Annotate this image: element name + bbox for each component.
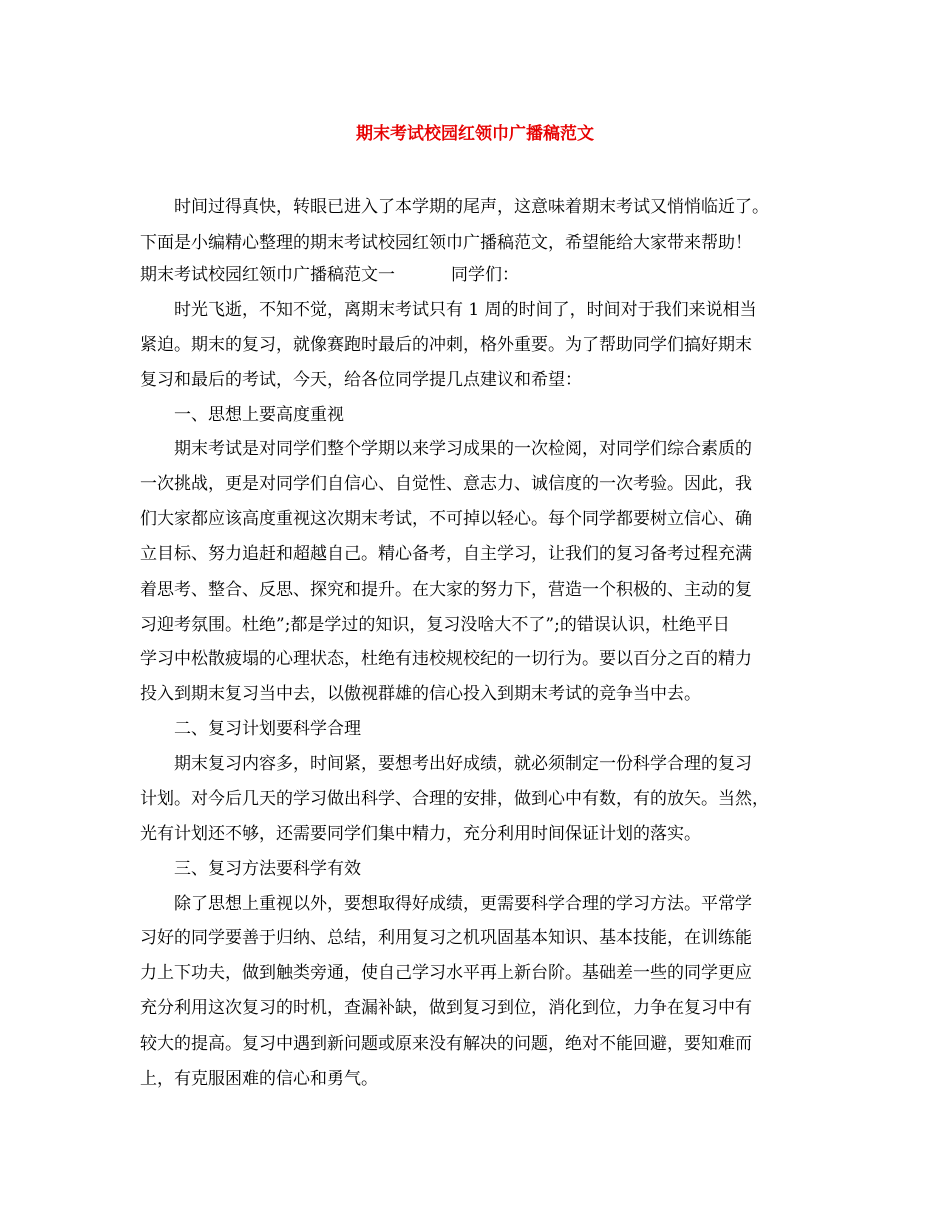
paragraph-line: 复习和最后的考试，今天，给各位同学提几点建议和希望： [140,370,582,390]
paragraph-line: 一次挑战，更是对同学们自信心、自觉性、意志力、诚信度的一次考验。因此，我 [140,474,752,494]
section-heading: 三、复习方法要科学有效 [174,859,361,879]
paragraph-line: 投入到期末复习当中去，以傲视群雄的信心投入到期末考试的竞争当中去。 [140,684,701,704]
paragraph-line: 们大家都应该高度重视这次期末考试，不可掉以轻心。每个同学都要树立信心、确 [140,509,752,529]
paragraph-line: 立目标、努力追赶和超越自己。精心备考，自主学习，让我们的复习备考过程充满 [140,544,752,564]
paragraph-line: 除了思想上重视以外，要想取得好成绩，更需要科学合理的学习方法。平常学 [174,894,752,914]
section-heading: 一、思想上要高度重视 [174,405,344,425]
salutation: 同学们： [451,265,519,285]
paragraph-line: 习好的同学要善于归纳、总结，利用复习之机巩固基本知识、基本技能，在训练能 [140,928,752,948]
paragraph-line: 力上下功夫，做到触类旁通，使自己学习水平再上新台阶。基础差一些的同学更应 [140,963,752,983]
paragraph-line: 上，有克服困难的信心和勇气。 [140,1069,378,1089]
paragraph-line: 学习中松散疲塌的心理状态，杜绝有违校规校纪的一切行为。要以百分之百的精力 [140,649,752,669]
paragraph-line: 下面是小编精心整理的期末考试校园红领巾广播稿范文，希望能给大家带来帮助！ [140,233,752,253]
section-heading: 二、复习计划要科学合理 [174,719,361,739]
paragraph-line: 时间过得真快，转眼已进入了本学期的尾声，这意味着期末考试又悄悄临近了。 [174,197,769,217]
document-title: 期末考试校园红领巾广播稿范文 [356,124,594,144]
paragraph-line: 计划。对今后几天的学习做出科学、合理的安排，做到心中有数，有的放矢。当然， [140,789,769,809]
paragraph-line: 时光飞逝，不知不觉，离期末考试只有 1 周的时间了，时间对于我们来说相当 [174,300,757,320]
paragraph-line: 期末复习内容多，时间紧，要想考出好成绩，就必须制定一份科学合理的复习 [174,754,752,774]
paragraph-line: 习迎考氛围。杜绝”;都是学过的知识，复习没啥大不了”;的错误认识，杜绝平日 [140,615,730,635]
paragraph-line: 光有计划还不够，还需要同学们集中精力，充分利用时间保证计划的落实。 [140,824,701,844]
paragraph-line: 紧迫。期末的复习，就像赛跑时最后的冲刺，格外重要。为了帮助同学们搞好期末 [140,335,752,355]
section-heading-line [140,263,830,287]
paragraph-line: 较大的提高。复习中遇到新问题或原来没有解决的问题，绝对不能回避，要知难而 [140,1034,752,1054]
paragraph-line: 期末考试是对同学们整个学期以来学习成果的一次检阅，对同学们综合素质的 [174,439,752,459]
paragraph-line: 充分利用这次复习的时机，查漏补缺，做到复习到位，消化到位，力争在复习中有 [140,998,752,1018]
article-subtitle: 期末考试校园红领巾广播稿范文一 [140,265,395,285]
paragraph-line: 着思考、整合、反思、探究和提升。在大家的努力下，营造一个积极的、主动的复 [140,580,752,600]
